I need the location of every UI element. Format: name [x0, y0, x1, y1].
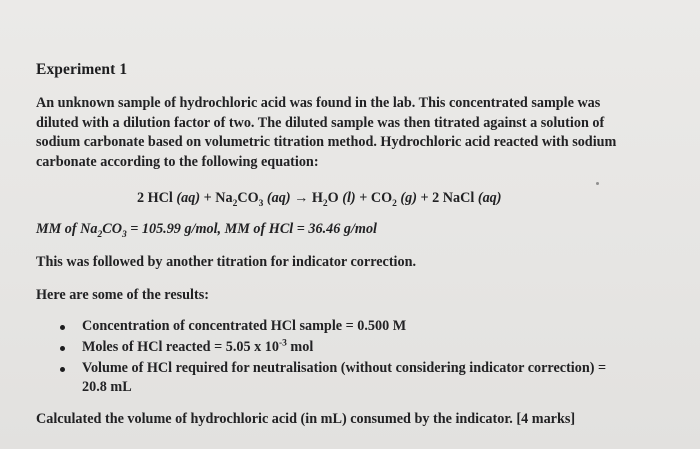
molar-mass-line — [36, 221, 377, 238]
eq-state: (l) — [342, 190, 356, 206]
question-text: Calculated the volume of hydrochloric acid (in mL) consumed by the indicator. [4 marks] — [36, 411, 576, 427]
result-item — [60, 317, 660, 336]
mm-text: = 105.99 g/mol, MM of HCl = 36.46 g/mol — [126, 221, 377, 237]
mm-subscript: 3 — [121, 229, 127, 240]
result-text: Volume of HCl required for neutralisation (without considering indicator correction) = — [82, 360, 607, 376]
eq-plus: + — [416, 190, 433, 206]
result-item — [60, 359, 660, 397]
eq-state: (aq) — [477, 190, 502, 206]
eq-subscript: 3 — [258, 198, 264, 209]
mm-subscript: 2 — [97, 229, 103, 240]
eq-arrow: → — [290, 190, 312, 206]
bullet-icon — [60, 367, 65, 372]
eq-subscript: 2 — [232, 198, 238, 209]
mm-text: MM of Na — [36, 221, 98, 237]
eq-plus: + — [200, 190, 216, 206]
stray-mark — [596, 182, 599, 185]
result-text-part: mol — [286, 339, 314, 355]
eq-term: Na — [215, 190, 233, 206]
result-text: Concentration of concentrated HCl sample = 0.500 M — [82, 318, 407, 334]
mm-text: CO — [102, 221, 122, 237]
bullet-icon — [60, 346, 65, 351]
eq-subscript: 2 — [392, 198, 397, 209]
paragraph-line: An unknown sample of hydrochloric acid was found in the lab. This concentrated sample was — [36, 95, 601, 111]
result-item — [60, 338, 660, 357]
results-list — [60, 317, 660, 399]
chemical-equation — [137, 190, 502, 207]
eq-state: (aq) — [176, 190, 201, 206]
paragraph-line: carbonate according to the following equation: — [36, 153, 319, 170]
paragraph-line: sodium carbonate based on volumetric titration method. Hydrochloric acid reacted with sodium — [36, 134, 617, 151]
paragraph-line: diluted with a dilution factor of two. The diluted sample was then titrated against a solution of — [36, 114, 605, 131]
eq-term: CO — [237, 190, 259, 206]
result-text — [82, 338, 660, 357]
eq-term: 2 NaCl — [432, 190, 475, 206]
eq-state: (aq) — [266, 190, 291, 206]
bullet-icon — [60, 325, 65, 330]
result-exponent: -3 — [278, 338, 287, 349]
eq-subscript: 2 — [322, 198, 328, 209]
eq-term: CO — [370, 190, 393, 206]
indicator-correction-note: This was followed by another titration for indicator correction. — [36, 254, 417, 270]
experiment-heading: Experiment 1 — [36, 61, 128, 78]
eq-plus: + — [355, 190, 371, 206]
result-text: 20.8 mL — [82, 379, 132, 395]
result-text-part: Moles of HCl reacted = 5.05 x 10 — [82, 339, 279, 355]
eq-term: O — [327, 190, 339, 206]
eq-state: (g) — [400, 190, 417, 206]
intro-paragraph — [36, 94, 668, 172]
eq-term: 2 HCl — [137, 190, 173, 206]
eq-term: H — [311, 190, 323, 206]
results-intro: Here are some of the results: — [36, 287, 209, 303]
